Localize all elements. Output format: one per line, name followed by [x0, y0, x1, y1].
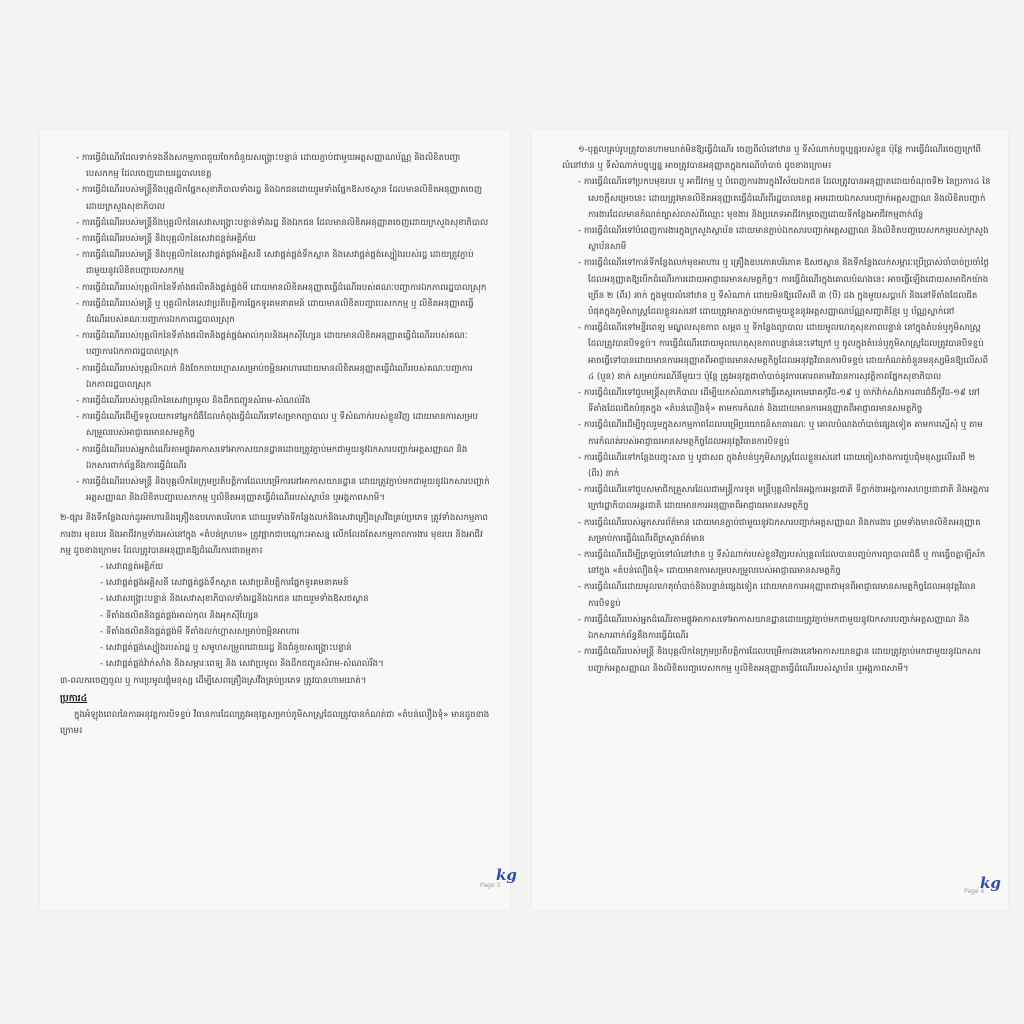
list-item: - ការធ្វើដំណើរទៅប្រកបមុខរបរ ឬ អាជីវកម្ម ឬ បំពេញការងារក្នុងវិស័យឯកជន ដែលត្រូវបានអនុញ្ញាតដោយចំណុចទី២ នៃប្រការ៤ នៃសេចក្តីសម្រេចនេះ ដោយត្រូវមានលិខិតអនុញ្ញាតធ្វើដំណើរពីរដ្ឋបាលខេត្ត អមដោយឯកសារបញ្ជាក់អត្តសញ្ញាណ និងលិខិតបញ្ជាក់ការងារដែលមានកំណត់ច្បាស់លាស់ពីឈ្មោះ មុខងារ និងប្រភេទអាជីវកម្មចេញដោយទីកន្លែងអាជីវកម្មពាក់ព័ន្ធ [562, 174, 992, 223]
list-item: - ការធ្វើដំណើរដើម្បីចូលរួមក្នុងសកម្មភាពដែលបម្រើប្រយោជន៍សាធារណៈ ឬ គោលបំណងចាំបាច់ផ្សេងទៀត តាមការស្នើសុំ ឬ តាមការកំណត់របស់អាជ្ញាធរមានសមត្ថកិច្ចដែលអនុវត្តវិធានការបិទខ្ទប់ [562, 417, 992, 449]
list-item: - ការធ្វើដំណើរទៅបំពេញការងារក្នុងក្រសួងស្ថាប័ន ដោយមានភ្ជាប់ឯកសារបញ្ជាក់អត្តសញ្ញាណ និងលិខិតបញ្ជាបេសកកម្មរបស់ក្រសួងស្ថាប័នសាមី [562, 223, 992, 255]
list-item: - ការធ្វើដំណើររបស់មន្ត្រីនិងបុគ្គលិកផ្នែកសុខាភិបាលទាំងរដ្ឋ និងឯកជនដោយរួមទាំងផ្នែកឱសថស្ថាន ដែលមានលិខិតអនុញ្ញាតចេញដោយក្រសួងសុខាភិបាល [60, 182, 490, 214]
list-item: - ការធ្វើដំណើរទៅជួបមន្ត្រីសុខាភិបាល ដើម្បីយកសំណាកទៅធ្វើតេស្តរកមេរោគកូវីដ-១៩ ឬ ចាក់វ៉ាក់សាំងការពារជំងឺកូវីដ-១៩ នៅទីតាំងដែលជិតបំផុតក្នុង «តំបន់លឿងទុំ» តាមការកំណត់ និងដោយមានការអនុញ្ញាតពីអាជ្ញាធរមានសមត្ថកិច្ច [562, 385, 992, 417]
list-item: - ការធ្វើដំណើររបស់បុគ្គលិកនៃទីតាំងផលិតនិងផ្គត់ផ្គង់អាល់កុលនិងអុកស៊ីហ្សែន ដោយមានលិខិតអនុញ្ញាតធ្វើដំណើររបស់គណៈបញ្ជាការឯកភាពរដ្ឋបាលស្រុក [60, 328, 490, 360]
list-item: - ការធ្វើដំណើរដែលទាក់ទងនឹងសកម្មភាពជួយចែកជំនួយសង្គ្រោះបន្ទាន់ ដោយភ្ជាប់ជាមួយអត្តសញ្ញាណប័ណ្ណ និងលិខិតបញ្ជាបេសកកម្ម ដែលចេញដោយរដ្ឋបាលខេត្ត [60, 150, 490, 182]
list-item: - ការធ្វើដំណើរទៅកន្លែងបញ្ចុះសព ឬ បូជាសព ក្នុងតំបន់ឬភូមិសាស្ត្រដែលខ្លួនរស់នៅ ដោយចៀសវាងការជួបជុំមនុស្សលើសពី ២ (ពីរ) នាក់ [562, 450, 992, 482]
list-item: - ការធ្វើដំណើររបស់មន្ត្រី និងបុគ្គលិកនៃក្រុមប្រតិបត្តិការដែលបម្រើការនៅអាកាសយានដ្ឋាន ដោយត្រូវភ្ជាប់មកជាមួយនូវឯកសារបញ្ជាក់អត្តសញ្ញាណ និងលិខិតបញ្ជាបេសកកម្ម ឬលិខិតអនុញ្ញាតធ្វើដំណើររបស់ស្ថាប័ន ឬអង្គភាពសាមី។ [60, 474, 490, 506]
paragraph-sales: ២-ផ្សារ និងទីកន្លែងលក់ដូរអាហារនិងគ្រឿងឧបភោគបរិភោគ ដោយរួមទាំងទីកន្លែងលក់និងសេវាគ្រឿងស្រវឹងគ្រប់ប្រភេទ ត្រូវទាំងសកម្មភាពការងារ មុខរបរ និងអាជីវកម្មទាំងអស់នៅក្នុង «តំបន់ក្រហម» ត្រូវផ្អាកជាបណ្តោះអាសន្ន លើកលែងតែសកម្មភាពការងារ មុខរបរ និងអាជីវកម្ម ដូចខាងក្រោម៖ ដែលត្រូវបានអនុញ្ញាតឱ្យដំណើរការជាធម្មតា៖ [60, 513, 489, 556]
list-item: - ការធ្វើដំណើររបស់មន្ត្រីនិងបុគ្គលិកនៃសេវាសង្គ្រោះបន្ទាន់ទាំងរដ្ឋ និងឯកជន ដែលមានលិខិតអនុញ្ញាតចេញដោយក្រសួងសុខាភិបាល [60, 215, 490, 231]
page-number: Page 4 [964, 888, 985, 895]
article-text: ក្នុងអំឡុងពេលនៃការអនុវត្តការបិទខ្ទប់ វិធានការដែលត្រូវអនុវត្តសម្រាប់ភូមិសាស្ត្រដែលត្រូវបានកំណត់ជា «តំបន់លឿងទុំ» មានដូចខាងក្រោម៖ [60, 709, 490, 737]
list-item: - ការធ្វើដំណើររបស់មន្ត្រី និងបុគ្គលិកនៃសេវាផ្គត់ផ្គង់អគ្គិសនី សេវាផ្គត់ផ្គង់ទឹកស្អាត និងសេវាផ្គត់ផ្គង់ស្បៀងរបស់រដ្ឋ ដោយត្រូវភ្ជាប់ជាមួយនូវលិខិតបញ្ជាបេសកកម្ម [60, 247, 490, 279]
initials-signature: kg [496, 866, 517, 884]
list-item: - ទីតាំងផលិតនិងផ្គត់ផ្គង់មី ទីតាំងលក់ហ្គាសសម្រាប់ចម្អិនអាហារ [60, 624, 490, 640]
list-item: - ការធ្វើដំណើររបស់មន្ត្រី និងបុគ្គលិកនៃសេវាពន្លត់អគ្គិភ័យ [60, 231, 490, 247]
list-item: - ការធ្វើដំណើររបស់បុគ្គលិកលក់ និងចែកចាយហ្គាសសម្រាប់ចម្អិនអាហារដោយមានលិខិតអនុញ្ញាតធ្វើដំណើររបស់គណៈបញ្ជាការឯកភាពរដ្ឋបាលស្រុក [60, 361, 490, 393]
paragraph-intro: ១-បុគ្គលគ្រប់រូបត្រូវបានហាមឃាត់មិនឱ្យធ្វើដំណើរ ចេញពីលំនៅឋាន ឬ ទីសំណាក់បច្ចុប្បន្នរបស់ខ្លួន ប៉ុន្តែ ការធ្វើដំណើរចេញក្រៅពីលំនៅឋាន ឬ ទីសំណាក់បច្ចុប្បន្ន អាចត្រូវបានអនុញ្ញាតក្នុងករណីចាំបាច់ ដូចខាងក្រោម៖ [562, 145, 982, 172]
list-item: - សេវាផ្គត់ផ្គង់ស្បៀងរបស់រដ្ឋ ឬ សមូហសម្រួលដោយរដ្ឋ និងជំនួយសង្គ្រោះបន្ទាន់ [60, 640, 490, 656]
page-number: Page 3 [480, 882, 501, 889]
list-item: - ការធ្វើដំណើរទៅកាន់ទីកន្លែងលក់មុខអាហារ ឬ គ្រឿងឧបភោគបរិភោគ ឱសថស្ថាន និងទីកន្លែងលក់សម្ភារៈប្រើប្រាស់ចាំបាច់ប្រចាំថ្ងៃ ដែលអនុញ្ញាតឱ្យបើកដំណើរការដោយអាជ្ញាធរមានសមត្ថកិច្ច។ ការធ្វើដំណើរក្នុងគោលបំណងនេះ អាចធ្វើឡើងដោយសមាជិកយ៉ាងច្រើន ២ (ពីរ) នាក់ ក្នុងមួយលំនៅឋាន ឬ ទីសំណាក់ ដោយមិនឱ្យលើសពី ៣ (បី) ដង ក្នុងមួយសប្តាហ៍ និងនៅទីតាំងដែលជិតបំផុតក្នុងភូមិសាស្ត្រដែលខ្លួនរស់នៅ ដោយត្រូវមានភ្ជាប់មកជាមួយខ្លួននូវអត្តសញ្ញាណប័ណ្ណសញ្ជាតិខ្មែរ ឬ ប័ណ្ណស្នាក់នៅ [562, 255, 992, 320]
initials-signature: kg [980, 874, 1001, 892]
list-item: - ការធ្វើដំណើររបស់អ្នកសារព័ត៌មាន ដោយមានភ្ជាប់ជាមួយនូវឯកសារបញ្ជាក់អត្តសញ្ញាណ និងការងារ ព្រមទាំងមានលិខិតអនុញ្ញាតសម្រាប់ការធ្វើដំណើរពីក្រសួងព័ត៌មាន [562, 515, 992, 547]
list-item: - ការធ្វើដំណើរដើម្បីត្រឡប់ទៅលំនៅឋាន ឬ ទីសំណាក់របស់ខ្លួនវិញរបស់បុគ្គលដែលបានបញ្ចប់ការព្យាបាលជំងឺ ឬ ការធ្វើចត្តាឡីស័ក នៅក្នុង «តំបន់លឿងទុំ» ដោយមានការសម្របសម្រួលរបស់អាជ្ញាធរមានសមត្ថកិច្ច [562, 547, 992, 579]
list-item: - ការធ្វើដំណើរទៅជួបសមាជិកគ្រួសារដែលជាមន្ត្រីការទូត មន្ត្រីបុគ្គលិកនៃអង្គការអន្តរជាតិ ទីភ្នាក់ងារអង្គការសហប្រជាជាតិ និងអង្គការក្រៅរដ្ឋាភិបាលអន្តរជាតិ ដោយមានការអនុញ្ញាតពីអាជ្ញាធរមានសមត្ថកិច្ច [562, 482, 992, 514]
list-item: - ការធ្វើដំណើរដើម្បីទទួលយកទៅអ្នកជំងឺដែលកំពុងធ្វើដំណើរទៅសម្រាកព្យាបាល ឬ ទីសំណាក់របស់ខ្លួនវិញ ដោយមានការសម្របសម្រួលរបស់អាជ្ញាធរមានសមត្ថកិច្ច [60, 409, 490, 441]
list-item: - ទីតាំងផលិតនិងផ្គត់ផ្គង់អាល់កុល និងអុកស៊ីហ្សែន [60, 608, 490, 624]
right-page-text [562, 142, 992, 882]
list-item: - ការធ្វើដំណើររបស់អ្នកដំណើរតាមផ្លូវអាកាសទៅអាកាសយានដ្ឋានដោយត្រូវភ្ជាប់មកជាមួយនូវឯកសារបញ្ជាក់អត្តសញ្ញាណ និងឯកសារពាក់ព័ន្ធនឹងការធ្វើដំណើរ [60, 442, 490, 474]
list-item: - ការធ្វើដំណើរដោយមូលហេតុចាំបាច់និងបន្ទាន់ផ្សេងទៀត ដោយមានការអនុញ្ញាតជាមុនពីអាជ្ញាធរមានសមត្ថកិច្ចដែលអនុវត្តវិធានការបិទខ្ទប់ [562, 579, 992, 611]
list-item: - ការធ្វើដំណើររបស់មន្ត្រី ឬ បុគ្គលិកនៃសេវាប្រតិបត្តិការផ្នែកទូរគមនាគមន៍ ដោយមានលិខិតបញ្ជាបេសកកម្ម ឬ លិខិតអនុញ្ញាតធ្វើដំណើររបស់គណៈបញ្ជាការឯកភាពរដ្ឋបាលស្រុក [60, 296, 490, 328]
list-item: - ការធ្វើដំណើររបស់បុគ្គលិកនៃសេវាប្រមូល និងដឹកជញ្ជូនសំរាម-សំណល់រឹង [60, 393, 490, 409]
list-item: - ការធ្វើដំណើររបស់អ្នកដំណើរតាមផ្លូវអាកាសទៅអាកាសយានដ្ឋានដោយត្រូវភ្ជាប់មកជាមួយនូវឯកសារបញ្ជាក់អត្តសញ្ញាណ និងឯកសារពាក់ព័ន្ធនឹងការធ្វើដំណើរ [562, 612, 992, 644]
list-item: - សេវាផ្គត់ផ្គង់អគ្គិសនី សេវាផ្គត់ផ្គង់ទឹកស្អាត សេវាប្រតិបត្តិការផ្នែកទូរគមនាគមន៍ [60, 575, 490, 591]
list-item: - សេវាសង្គ្រោះបន្ទាន់ និងសេវាសុខាភិបាលទាំងរដ្ឋនិងឯកជន ដោយរួមទាំងឱសថស្ថាន [60, 591, 490, 607]
left-page-text [60, 150, 490, 870]
list-item: - ការធ្វើដំណើររបស់មន្ត្រី និងបុគ្គលិកនៃក្រុមប្រតិបត្តិការដែលបម្រើការងារនៅអាកាសយានដ្ឋាន ដោយត្រូវភ្ជាប់មកជាមួយនូវឯកសារបញ្ជាក់អត្តសញ្ញាណ និងលិខិតបញ្ជាបេសកកម្ម ឬលិខិតអនុញ្ញាតធ្វើដំណើររបស់ស្ថាប័ន ឬអង្គភាពសាមី។ [562, 644, 992, 676]
right-page [532, 130, 1008, 910]
list-item: - សេវាផ្គត់ផ្គង់វ៉ាក់សាំង និងសម្ភារៈពេទ្យ និង សេវាប្រមូល និងដឹកជញ្ជូនសំរាម-សំណល់រឹង។ [60, 656, 490, 672]
article-heading: ប្រការ៤ [60, 692, 88, 704]
list-item: - ការធ្វើដំណើររបស់បុគ្គលិកនៃទីតាំងផលិតនិងផ្គត់ផ្គង់មី ដោយមានលិខិតអនុញ្ញាតធ្វើដំណើររបស់គណៈបញ្ជាការឯកភាពរដ្ឋបាលស្រុក [60, 280, 490, 296]
left-page [40, 130, 517, 910]
list-item: - ការធ្វើដំណើរទៅមន្ទីរពេទ្យ មណ្ឌលសុខភាព សម្ភព ឬ ទីកន្លែងព្យាបាល ដោយមូលហេតុសុខភាពបន្ទាន់ នៅក្នុងតំបន់ឬភូមិសាស្ត្រដែលត្រូវបានបិទខ្ទប់។ ការធ្វើដំណើរដោយមូលហេតុសុខភាពបន្ទាន់នេះទៅក្រៅ ឬ ចូលក្នុងតំបន់ឬភូមិសាស្ត្រដែលត្រូវបានបិទខ្ទប់ អាចធ្វើទៅបានដោយមានការអនុញ្ញាតពីអាជ្ញាធរមានសមត្ថកិច្ចដែលអនុវត្តវិធានការបិទខ្ទប់ ដោយកំណត់ចំនួនមនុស្សមិនឱ្យលើសពី ៤ (បួន) នាក់ សម្រាប់ករណីនីមួយៗ ប៉ុន្តែ ត្រូវអនុវត្តជាចាំបាច់នូវការគោរពតាមវិធានការសុវត្ថិភាពផ្នែកសុខាភិបាល [562, 320, 992, 385]
list-item: - សេវាពន្លត់អគ្គិភ័យ [60, 559, 490, 575]
paragraph-alcohol: ៣-ពលករចេញចូល ឬ ការប្រមូលផ្តុំមនុស្ស ដើម្បីសេពគ្រឿងស្រវឹងគ្រប់ប្រភេទ ត្រូវបានហាមឃាត់។ [60, 675, 367, 686]
